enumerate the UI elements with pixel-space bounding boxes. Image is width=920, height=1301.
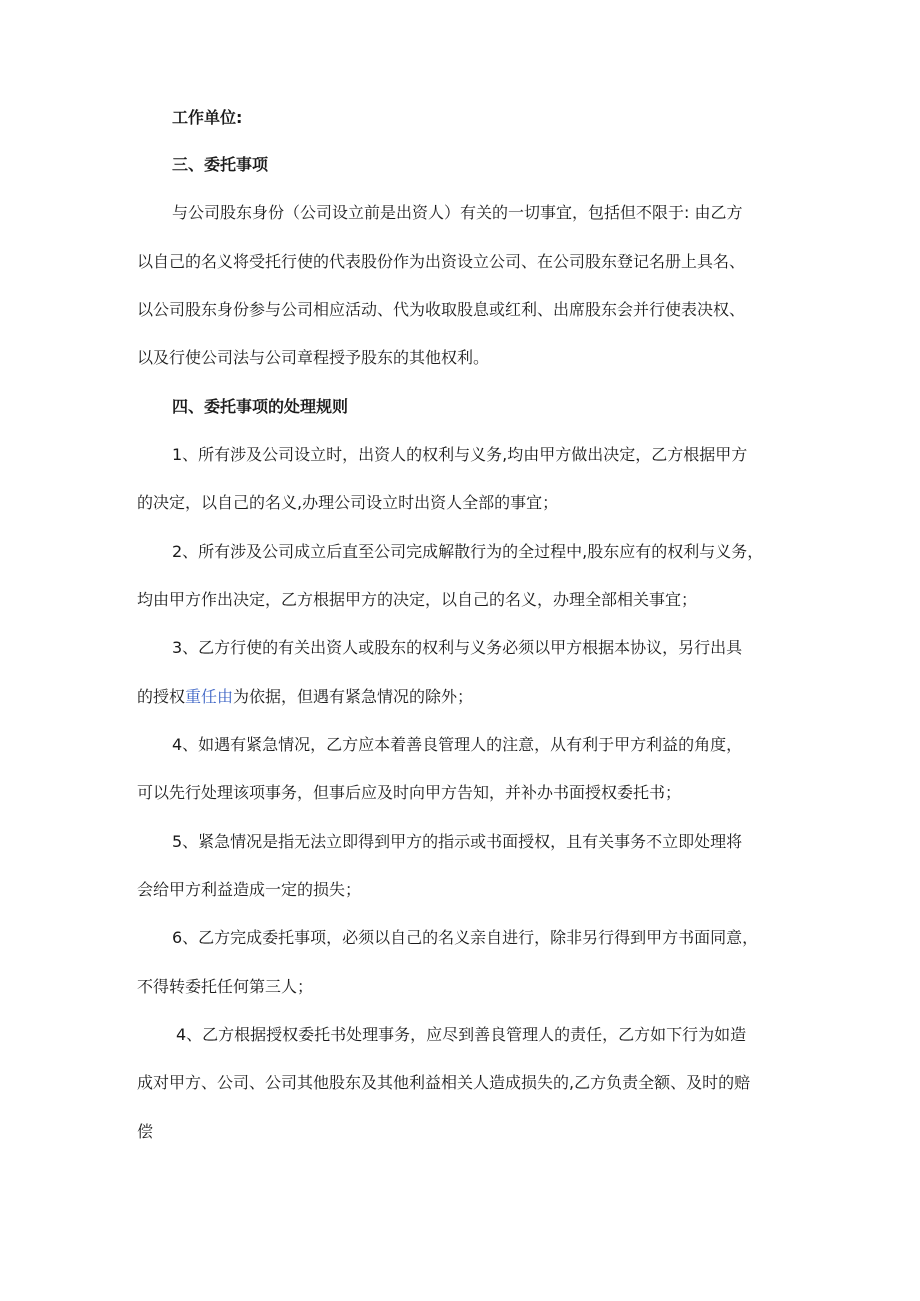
item-4-line-1: 4、如遇有紧急情况，乙方应本着善良管理人的注意，从有利于甲方利益的角度，	[172, 735, 743, 754]
item-6-line-1: 6、乙方完成委托事项，必须以自己的名义亲自进行，除非另行得到甲方书面同意，	[172, 928, 759, 947]
item-3-line-2-pre: 的授权	[137, 687, 186, 706]
authorization-link[interactable]: 重任由	[185, 687, 234, 706]
section-3-line-1: 与公司股东身份（公司设立前是出资人）有关的一切事宜，包括但不限于: 由乙方	[172, 203, 743, 222]
section-3-heading: 三、委托事项	[172, 155, 269, 174]
item-5-line-1: 5、紧急情况是指无法立即得到甲方的指示或书面授权，且有关事务不立即处理将	[172, 832, 743, 851]
section-3-line-2: 以自己的名义将受托行使的代表股份作为出资设立公司、在公司股东登记名册上具名、	[137, 252, 746, 271]
item-7-line-2: 成对甲方、公司、公司其他股东及其他利益相关人造成损失的,乙方负责全额、及时的赔	[137, 1073, 751, 1092]
item-4-line-2: 可以先行处理该项事务，但事后应及时向甲方告知，并补办书面授权委托书；	[137, 783, 682, 802]
item-6-line-2: 不得转委托任何第三人；	[137, 977, 314, 996]
item-2-line-2: 均由甲方作出决定，乙方根据甲方的决定，以自己的名义，办理全部相关事宜；	[137, 590, 698, 609]
section-3-line-3: 以公司股东身份参与公司相应活动、代为收取股息或红利、出席股东会并行使表决权、	[137, 300, 746, 319]
section-3-line-4: 以及行使公司法与公司章程授予股东的其他权利。	[137, 348, 490, 367]
item-3-line-2-post: 为依据，但遇有紧急情况的除外；	[233, 687, 474, 706]
item-3-line-1: 3、乙方行使的有关出资人或股东的权利与义务必须以甲方根据本协议，另行出具	[172, 638, 743, 657]
section-4-heading: 四、委托事项的处理规则	[172, 397, 349, 416]
work-unit-label: 工作单位:	[172, 108, 243, 127]
item-5-line-2: 会给甲方利益造成一定的损失；	[137, 880, 362, 899]
item-7-line-1: 4、乙方根据授权委托书处理事务，应尽到善良管理人的责任，乙方如下行为如造	[176, 1025, 747, 1044]
item-2-line-1: 2、所有涉及公司成立后直至公司完成解散行为的全过程中,股东应有的权利与义务，	[172, 542, 764, 561]
item-3-line-2	[137, 687, 473, 707]
item-1-line-2: 的决定，以自己的名义,办理公司设立时出资人全部的事宜；	[137, 493, 559, 512]
item-1-line-1: 1、所有涉及公司设立时，出资人的权利与义务,均由甲方做出决定，乙方根据甲方	[172, 445, 748, 464]
item-7-line-3: 偿	[137, 1122, 154, 1141]
